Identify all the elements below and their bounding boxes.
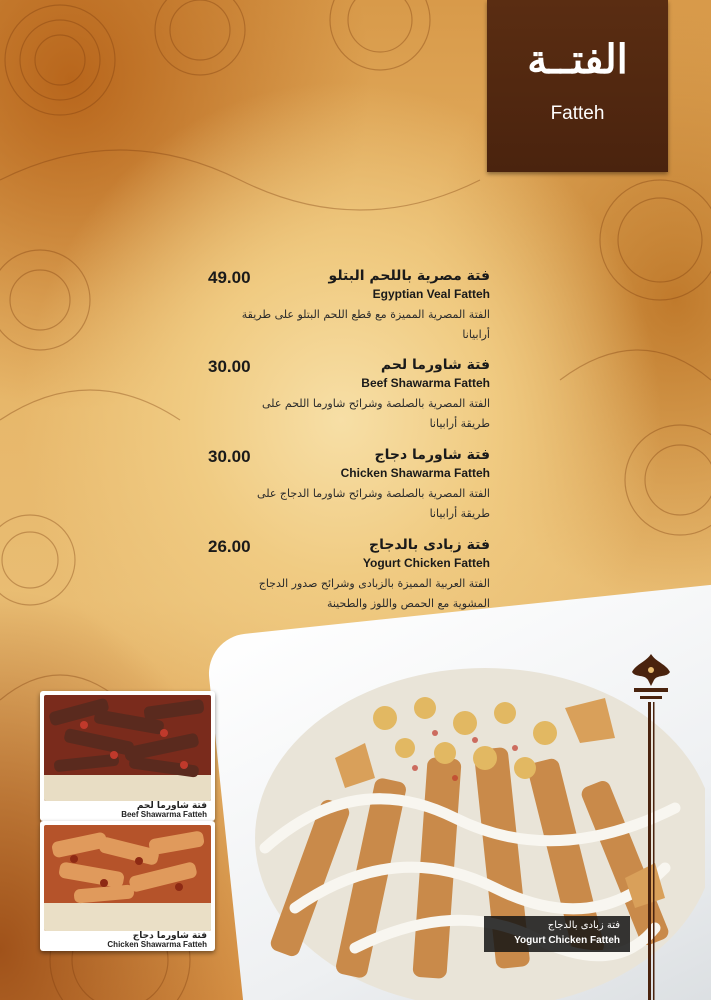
item-name-english: Chicken Shawarma Fatteh <box>340 466 490 480</box>
section-title-arabic: الفتــة <box>527 36 628 83</box>
item-name-arabic: فتة زبادى بالدجاج <box>368 537 490 553</box>
item-price: 49.00 <box>208 268 251 287</box>
item-description: الفتة المصرية المميزة مع قطع اللحم البتلو على طريقة أرابيانا <box>241 308 490 341</box>
item-name-arabic: فتة شاورما لحم <box>380 357 490 373</box>
item-name-english: Beef Shawarma Fatteh <box>361 376 490 390</box>
item-name-arabic: فتة شاورما دجاج <box>374 447 490 463</box>
section-title-box <box>487 0 668 172</box>
beef-shawarma-fatteh-thumbnail <box>40 691 215 821</box>
item-price: 30.00 <box>208 357 251 376</box>
decorative-ornament-icon <box>626 652 676 1000</box>
item-description: الفتة العربية المميزة بالزبادى وشرائح صدور الدجاج المشوية مع الحمص واللوز والطحينة <box>258 577 490 610</box>
thumbnail-label-english: Chicken Shawarma Fatteh <box>107 940 207 949</box>
item-name-english: Yogurt Chicken Fatteh <box>362 556 490 570</box>
caption-english: Yogurt Chicken Fatteh <box>514 935 620 946</box>
item-price: 26.00 <box>208 537 251 556</box>
thumbnail-label-arabic: فتة شاورما دجاج <box>132 931 207 941</box>
beef-shawarma-image <box>44 695 211 801</box>
thumbnail-label-arabic: فتة شاورما لحم <box>136 801 207 811</box>
chicken-shawarma-image <box>44 825 211 931</box>
main-photo-caption <box>484 916 630 952</box>
chicken-shawarma-fatteh-thumbnail <box>40 821 215 951</box>
item-price: 30.00 <box>208 447 251 466</box>
caption-arabic: فتة زبادى بالدجاج <box>547 920 620 931</box>
item-name-arabic: فتة مصرية باللحم البتلو <box>328 268 490 284</box>
thumbnail-label-english: Beef Shawarma Fatteh <box>121 810 207 819</box>
section-title-english: Fatteh <box>550 103 605 124</box>
item-description: الفتة المصرية بالصلصة وشرائح شاورما اللحم على طريقة أرابيانا <box>262 397 490 430</box>
item-name-english: Egyptian Veal Fatteh <box>372 287 490 301</box>
item-description: الفتة المصرية بالصلصة وشرائح شاورما الدجاج على طريقة أرابيانا <box>257 487 490 520</box>
